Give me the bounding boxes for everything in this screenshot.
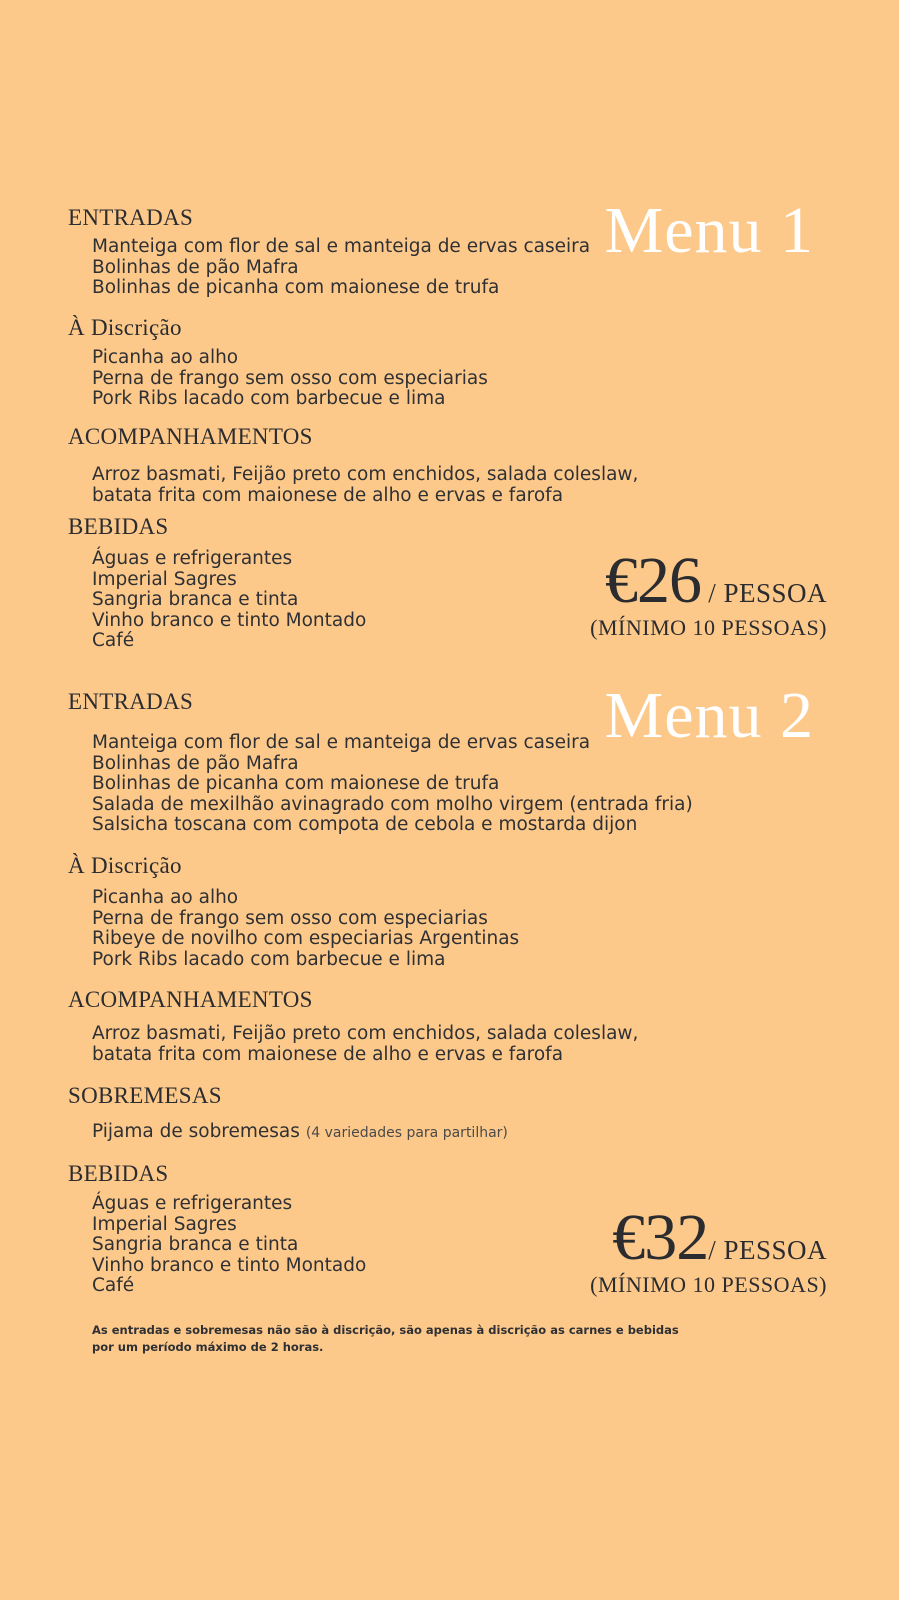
list-item: Arroz basmati, Feijão preto com enchidos, salada coleslaw,: [92, 1023, 639, 1044]
menu1-price: €26: [604, 544, 701, 617]
menu2-bebidas-list: [92, 1194, 366, 1297]
list-item: Picanha ao alho: [92, 887, 239, 908]
list-item: Sangria branca e tinta: [92, 1234, 299, 1255]
menu2-sobremesas-list: [92, 1122, 508, 1143]
list-item: Bolinhas de pão Mafra: [92, 752, 299, 774]
menu2-price-minimum: (MÍNIMO 10 PESSOAS): [590, 1272, 827, 1297]
list-item: [92, 1122, 508, 1143]
list-item: Salsicha toscana com compota de cebola e mostarda dijon: [92, 814, 638, 835]
list-item: Águas e refrigerantes: [92, 548, 293, 569]
menu2-bebidas-heading: BEBIDAS: [68, 1161, 169, 1186]
list-item: batata frita com maionese de alho e ervas e farofa: [92, 484, 564, 506]
menu2-price-block: [590, 1201, 827, 1299]
menu1-title: Menu 1: [604, 194, 814, 267]
list-item: Arroz basmati, Feijão preto com enchidos, salada coleslaw,: [92, 464, 639, 485]
menu2-price: €32: [612, 1201, 709, 1274]
list-item: Bolinhas de pão Mafra: [92, 256, 299, 278]
list-item: Café: [92, 1275, 135, 1296]
menu2-title: Menu 2: [604, 679, 814, 752]
sobremesas-note: (4 variedades para partilhar): [305, 1125, 508, 1141]
menu2-acompanhamentos-list: [92, 1024, 638, 1065]
footnote-line: As entradas e sobremesas não são à discrição, são apenas à discrição as carnes e bebidas: [92, 1323, 679, 1337]
menu1-discricao-list: [92, 348, 488, 410]
menu2-entradas-heading: ENTRADAS: [68, 689, 194, 714]
menu1-entradas-list: [92, 237, 590, 299]
menu2-price-unit: / PESSOA: [708, 1235, 827, 1265]
list-item: Pork Ribs lacado com barbecue e lima: [92, 948, 446, 970]
menu1-bebidas-heading: BEBIDAS: [68, 514, 169, 539]
list-item: Águas e refrigerantes: [92, 1193, 293, 1214]
menu2-sobremesas-heading: SOBREMESAS: [68, 1083, 222, 1108]
list-item: Vinho branco e tinto Montado: [92, 609, 367, 631]
list-item: Perna de frango sem osso com especiarias: [92, 367, 488, 389]
menu1-acompanhamentos-heading: ACOMPANHAMENTOS: [68, 424, 313, 449]
list-item: Café: [92, 630, 135, 651]
menu2-acompanhamentos-heading: ACOMPANHAMENTOS: [68, 987, 313, 1012]
menu1-entradas-heading: ENTRADAS: [68, 205, 194, 230]
list-item: Picanha ao alho: [92, 347, 239, 368]
footnote: [92, 1322, 692, 1356]
list-item: Pork Ribs lacado com barbecue e lima: [92, 388, 446, 409]
menu1-bebidas-list: [92, 549, 366, 652]
list-item: Vinho branco e tinto Montado: [92, 1254, 367, 1276]
menu2-entradas-list: [92, 733, 693, 836]
list-item: Imperial Sagres: [92, 568, 237, 590]
footnote-line: por um período máximo de 2 horas.: [92, 1340, 324, 1354]
sobremesas-item: Pijama de sobremesas: [92, 1121, 300, 1142]
menu1-price-unit: / PESSOA: [700, 578, 827, 608]
list-item: Sangria branca e tinta: [92, 589, 299, 610]
menu2-discricao-list: [92, 888, 519, 970]
list-item: Salada de mexilhão avinagrado com molho virgem (entrada fria): [92, 793, 693, 815]
list-item: Bolinhas de picanha com maionese de trufa: [92, 277, 500, 298]
menu1-price-block: [590, 544, 827, 642]
menu2-discricao-heading: À Discrição: [68, 853, 182, 878]
menu1-price-minimum: (MÍNIMO 10 PESSOAS): [590, 615, 827, 640]
list-item: Manteiga com flor de sal e manteiga de ervas caseira: [92, 236, 591, 257]
list-item: Ribeye de novilho com especiarias Argentinas: [92, 928, 520, 949]
menu1-acompanhamentos-list: [92, 465, 638, 506]
list-item: Imperial Sagres: [92, 1213, 237, 1235]
list-item: Bolinhas de picanha com maionese de trufa: [92, 773, 500, 794]
list-item: Perna de frango sem osso com especiarias: [92, 907, 488, 929]
list-item: Manteiga com flor de sal e manteiga de ervas caseira: [92, 732, 591, 753]
menu1-discricao-heading: À Discrição: [68, 315, 182, 340]
list-item: batata frita com maionese de alho e ervas e farofa: [92, 1043, 564, 1065]
